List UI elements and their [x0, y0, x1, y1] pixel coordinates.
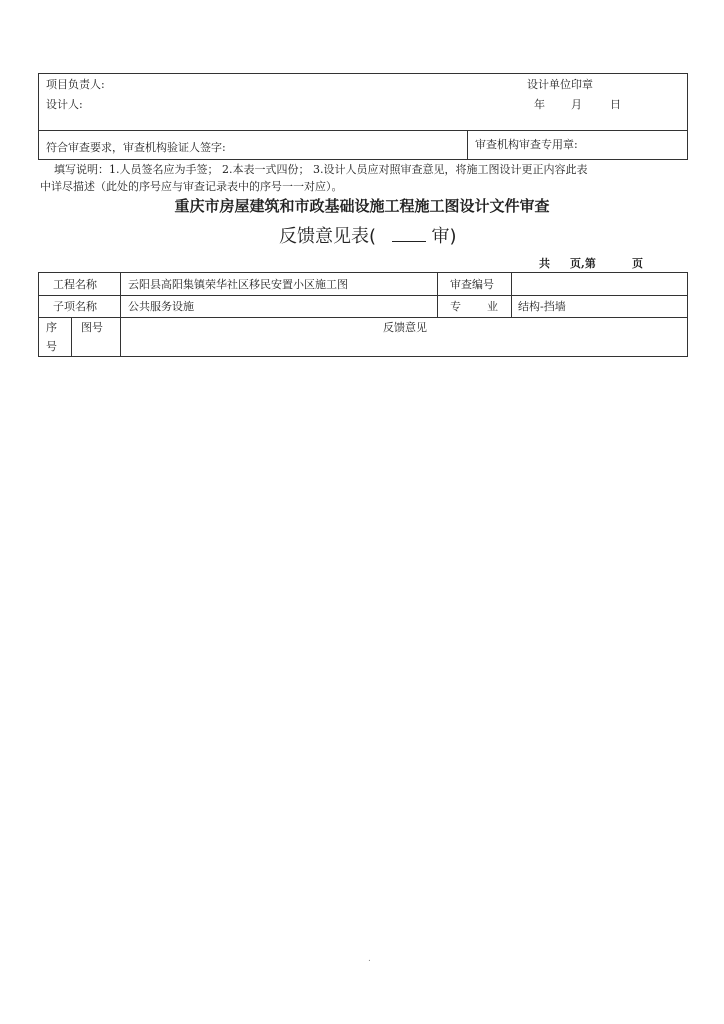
sub-title-prefix: 反馈意见表(: [279, 226, 377, 247]
drawing-no-label: 图号: [81, 321, 103, 334]
feedback-label: 反馈意见: [383, 321, 427, 334]
date-year: 年: [534, 98, 545, 111]
sub-title: [279, 227, 457, 246]
project-name-label: 工程名称: [53, 278, 97, 291]
seq-label-2: 号: [46, 340, 57, 353]
table-hline-2: [38, 317, 688, 318]
table-vline-right: [511, 272, 512, 317]
page-current: 页: [632, 257, 643, 270]
subitem-value: 公共服务设施: [128, 300, 194, 313]
design-unit-seal-label: 设计单位印章: [527, 78, 593, 91]
sub-title-blank: [392, 227, 426, 242]
page-comma: 页,第: [570, 257, 596, 270]
instructions-line-1: 填写说明：1.人员签名应为手签； 2.本表一式四份； 3.设计人员应对照审查意见，将施工图设计更正内容此表: [54, 163, 588, 176]
designer-label: 设计人:: [46, 98, 83, 111]
subitem-label: 子项名称: [53, 300, 97, 313]
signature-box-divider: [38, 130, 688, 131]
specialty-value: 结构-挡墙: [518, 300, 566, 313]
specialty-label-1: 专: [450, 300, 461, 313]
project-name-value: 云阳县高阳集镇荣华社区移民安置小区施工图: [128, 278, 348, 291]
table-vline-label: [120, 272, 121, 357]
date-day: 日: [610, 98, 621, 111]
project-leader-label: 项目负责人:: [46, 78, 105, 91]
main-title: 重庆市房屋建筑和市政基础设施工程施工图设计文件审查: [174, 197, 550, 215]
table-hline-1: [38, 295, 688, 296]
review-seal-label: 审查机构审查专用章:: [475, 138, 578, 151]
sub-title-suffix: 审): [431, 226, 457, 247]
signature-box-vdivider: [467, 130, 468, 160]
table-vline-seq: [71, 317, 72, 357]
instructions-line-2: 中详尽描述（此处的序号应与审查记录表中的序号一一对应）。: [40, 180, 343, 193]
page-total: 共: [539, 257, 550, 270]
review-signature-label: 符合审查要求，审查机构验证人签字:: [46, 141, 226, 154]
review-number-label: 审查编号: [450, 278, 494, 291]
date-month: 月: [571, 98, 582, 111]
seq-label-1: 序: [46, 321, 57, 334]
table-vline-mid: [437, 272, 438, 317]
footer-mark: .: [368, 954, 371, 964]
specialty-label-2: 业: [487, 300, 498, 313]
